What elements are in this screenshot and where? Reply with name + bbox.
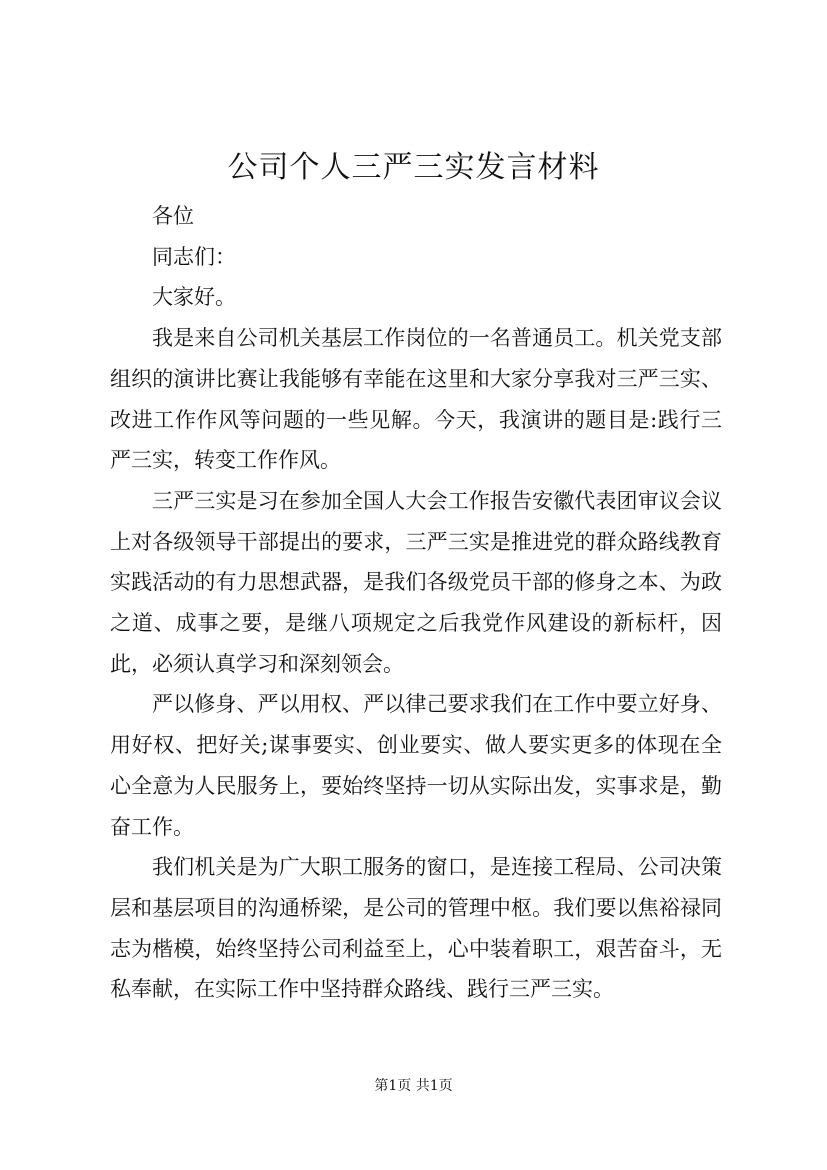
document-title: 公司个人三严三实发言材料 bbox=[227, 150, 600, 185]
paragraph-greeting: 大家好。 bbox=[152, 285, 236, 310]
paragraph-salutation-2: 同志们： bbox=[152, 244, 236, 269]
paragraph-salutation-1: 各位 bbox=[152, 204, 194, 228]
paragraph-introduction: 我是来自公司机关基层工作岗位的一名普通员工。机关党支部组织的演讲比赛让我能够有幸能在这里和大家分享我对三严三实、改进工作作风等问题的一些见解。今天，我演讲的题目是:践行三严三实，转变工作作风。 bbox=[110, 326, 722, 473]
page-number-footer: 第1页 共1页 bbox=[374, 1078, 453, 1094]
paragraph-organization-role: 我们机关是为广大职工服务的窗口，是连接工程局、公司决策层和基层项目的沟通桥梁，是公司的管理中枢。我们要以焦裕禄同志为楷模，始终坚持公司利益至上，心中装着职工，艰苦奋斗，无私奉献，在实际工作中坚持群众路线、践行三严三实。 bbox=[110, 855, 722, 1002]
document-body bbox=[110, 196, 722, 1010]
paragraph-three-stricts-meaning: 严以修身、严以用权、严以律己要求我们在工作中要立好身、用好权、把好关;谋事要实、创业要实、做人要实更多的体现在全心全意为人民服务上，要始终坚持一切从实际出发，实事求是，勤奋工作。 bbox=[110, 692, 722, 839]
paragraph-three-stricts-origin: 三严三实是习在参加全国人大会工作报告安徽代表团审议会议上对各级领导干部提出的要求，三严三实是推进党的群众路线教育实践活动的有力思想武器，是我们各级党员干部的修身之本、为政之道、成事之要，是继八项规定之后我党作风建设的新标杆，因此，必须认真学习和深刻领会。 bbox=[110, 488, 722, 676]
